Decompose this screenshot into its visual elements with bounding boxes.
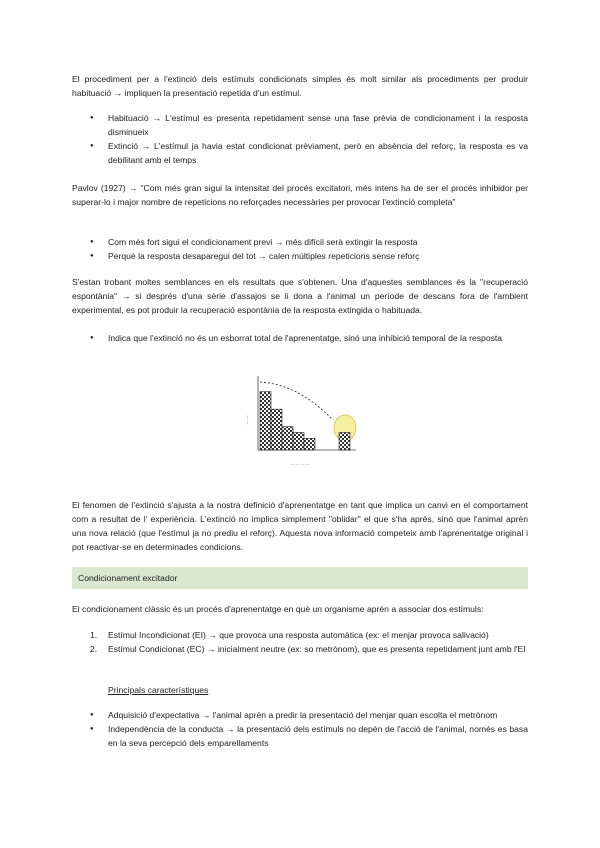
list-item: ● Habituació → L'estímul es presenta repetidament sense una fase prèvia de condicionament i la resposta disminueix	[72, 111, 528, 139]
section-heading: Condicionament excitador	[72, 567, 528, 589]
bar-4	[293, 433, 304, 451]
bar-1	[260, 392, 271, 450]
list-number: 1.	[90, 630, 98, 640]
bullet-list-1	[72, 111, 528, 167]
list-item: ● Extinció → L'estímul ja havia estat condicionat prèviament, però en absència del reforç, la resposta es va debilitant amb el temps	[72, 139, 528, 167]
list-item	[72, 628, 528, 642]
section-intro: El condicionament clàssic és un procés d'aprenentatge en què un organisme aprèn a associar dos estímuls:	[72, 604, 484, 614]
conclusion-paragraph: El fenomen de l'extinció s'ajusta a la nostra definició d'aprenentatge en tant que implica un canvi en el comportament com a resultat de l' experiència. L'extinció no implica simplement "oblidar" el que s'ha après, sinó que l'animal aprèn una nova relació (que l'estímul ja no prediu el reforç). Aquesta nova informació competeix amb l'aprenentatge original i pot reactivar-se en determinades condicions.	[72, 500, 528, 552]
bar-2	[271, 409, 282, 450]
bar-recuperació	[339, 433, 350, 451]
bar-3	[282, 427, 293, 450]
list-item: ● Adquisició d'expectativa → l'animal aprèn a predir la presentació del menjar quan escolta el metrònom	[72, 708, 528, 722]
pavlov-paragraph: Pavlov (1927) → "Com més gran sigui la intensitat del procés excitatori, més intens ha de ser el procés inhibidor per superar-lo i major nombre de repeticions no reforçades necessàries per provocar l'extinció completa"	[72, 183, 528, 207]
numbered-list	[72, 628, 528, 656]
list-text: Estímul Condicionat (EC) → inicialment neutre (ex: so metrònom), que es presenta repetidament junt amb l'EI	[108, 644, 526, 654]
x-axis-caption: — — — —	[290, 461, 310, 466]
bar-5	[304, 438, 315, 450]
list-item: ● Independència de la conducta → la presentació dels estímuls no depèn de l'acció de l'animal, només es basa en la seva percepció dels emparellaments	[72, 722, 528, 750]
list-number: 2.	[90, 644, 98, 654]
y-axis-caption: — —	[244, 415, 249, 425]
intro-paragraph: El procediment per a l'extinció dels estímuls condicionats simples és molt similar als procediments per produir habituació → impliquen la presentació repetida d'un estímul.	[72, 74, 528, 98]
bullet-list-2	[72, 235, 528, 263]
bullet-list-4	[72, 708, 528, 750]
list-item	[72, 642, 528, 656]
bullet-list-3	[72, 331, 528, 345]
subheading: Principals característiques	[108, 685, 209, 695]
list-item: ● Perquè la resposta desaparegui del tot → calen múltiples repeticions sense reforç	[72, 249, 528, 263]
extinction-chart	[238, 370, 368, 470]
extinction-chart-svg	[238, 370, 368, 470]
list-text: Estímul Incondicionat (EI) → que provoca una resposta automàtica (ex: el menjar provoca salivació)	[108, 630, 489, 640]
list-item: ● Com més fort sigui el condicionament previ → més difícil serà extingir la resposta	[72, 235, 528, 249]
similarities-paragraph: S'estan trobant moltes semblances en els resultats que s'obtenen. Una d'aquestes semblances és la "recuperació espontània" → si després d'una sèrie d'assajos se li dona a l'animal un període de descans fora de l'ambient experimental, es pot produir la recuperació espontània de la resposta extingida o habituada.	[72, 277, 528, 315]
list-item: ● Indica que l'extinció no és un esborrat total de l'aprenentatge, sinó una inhibició temporal de la resposta	[72, 331, 528, 345]
